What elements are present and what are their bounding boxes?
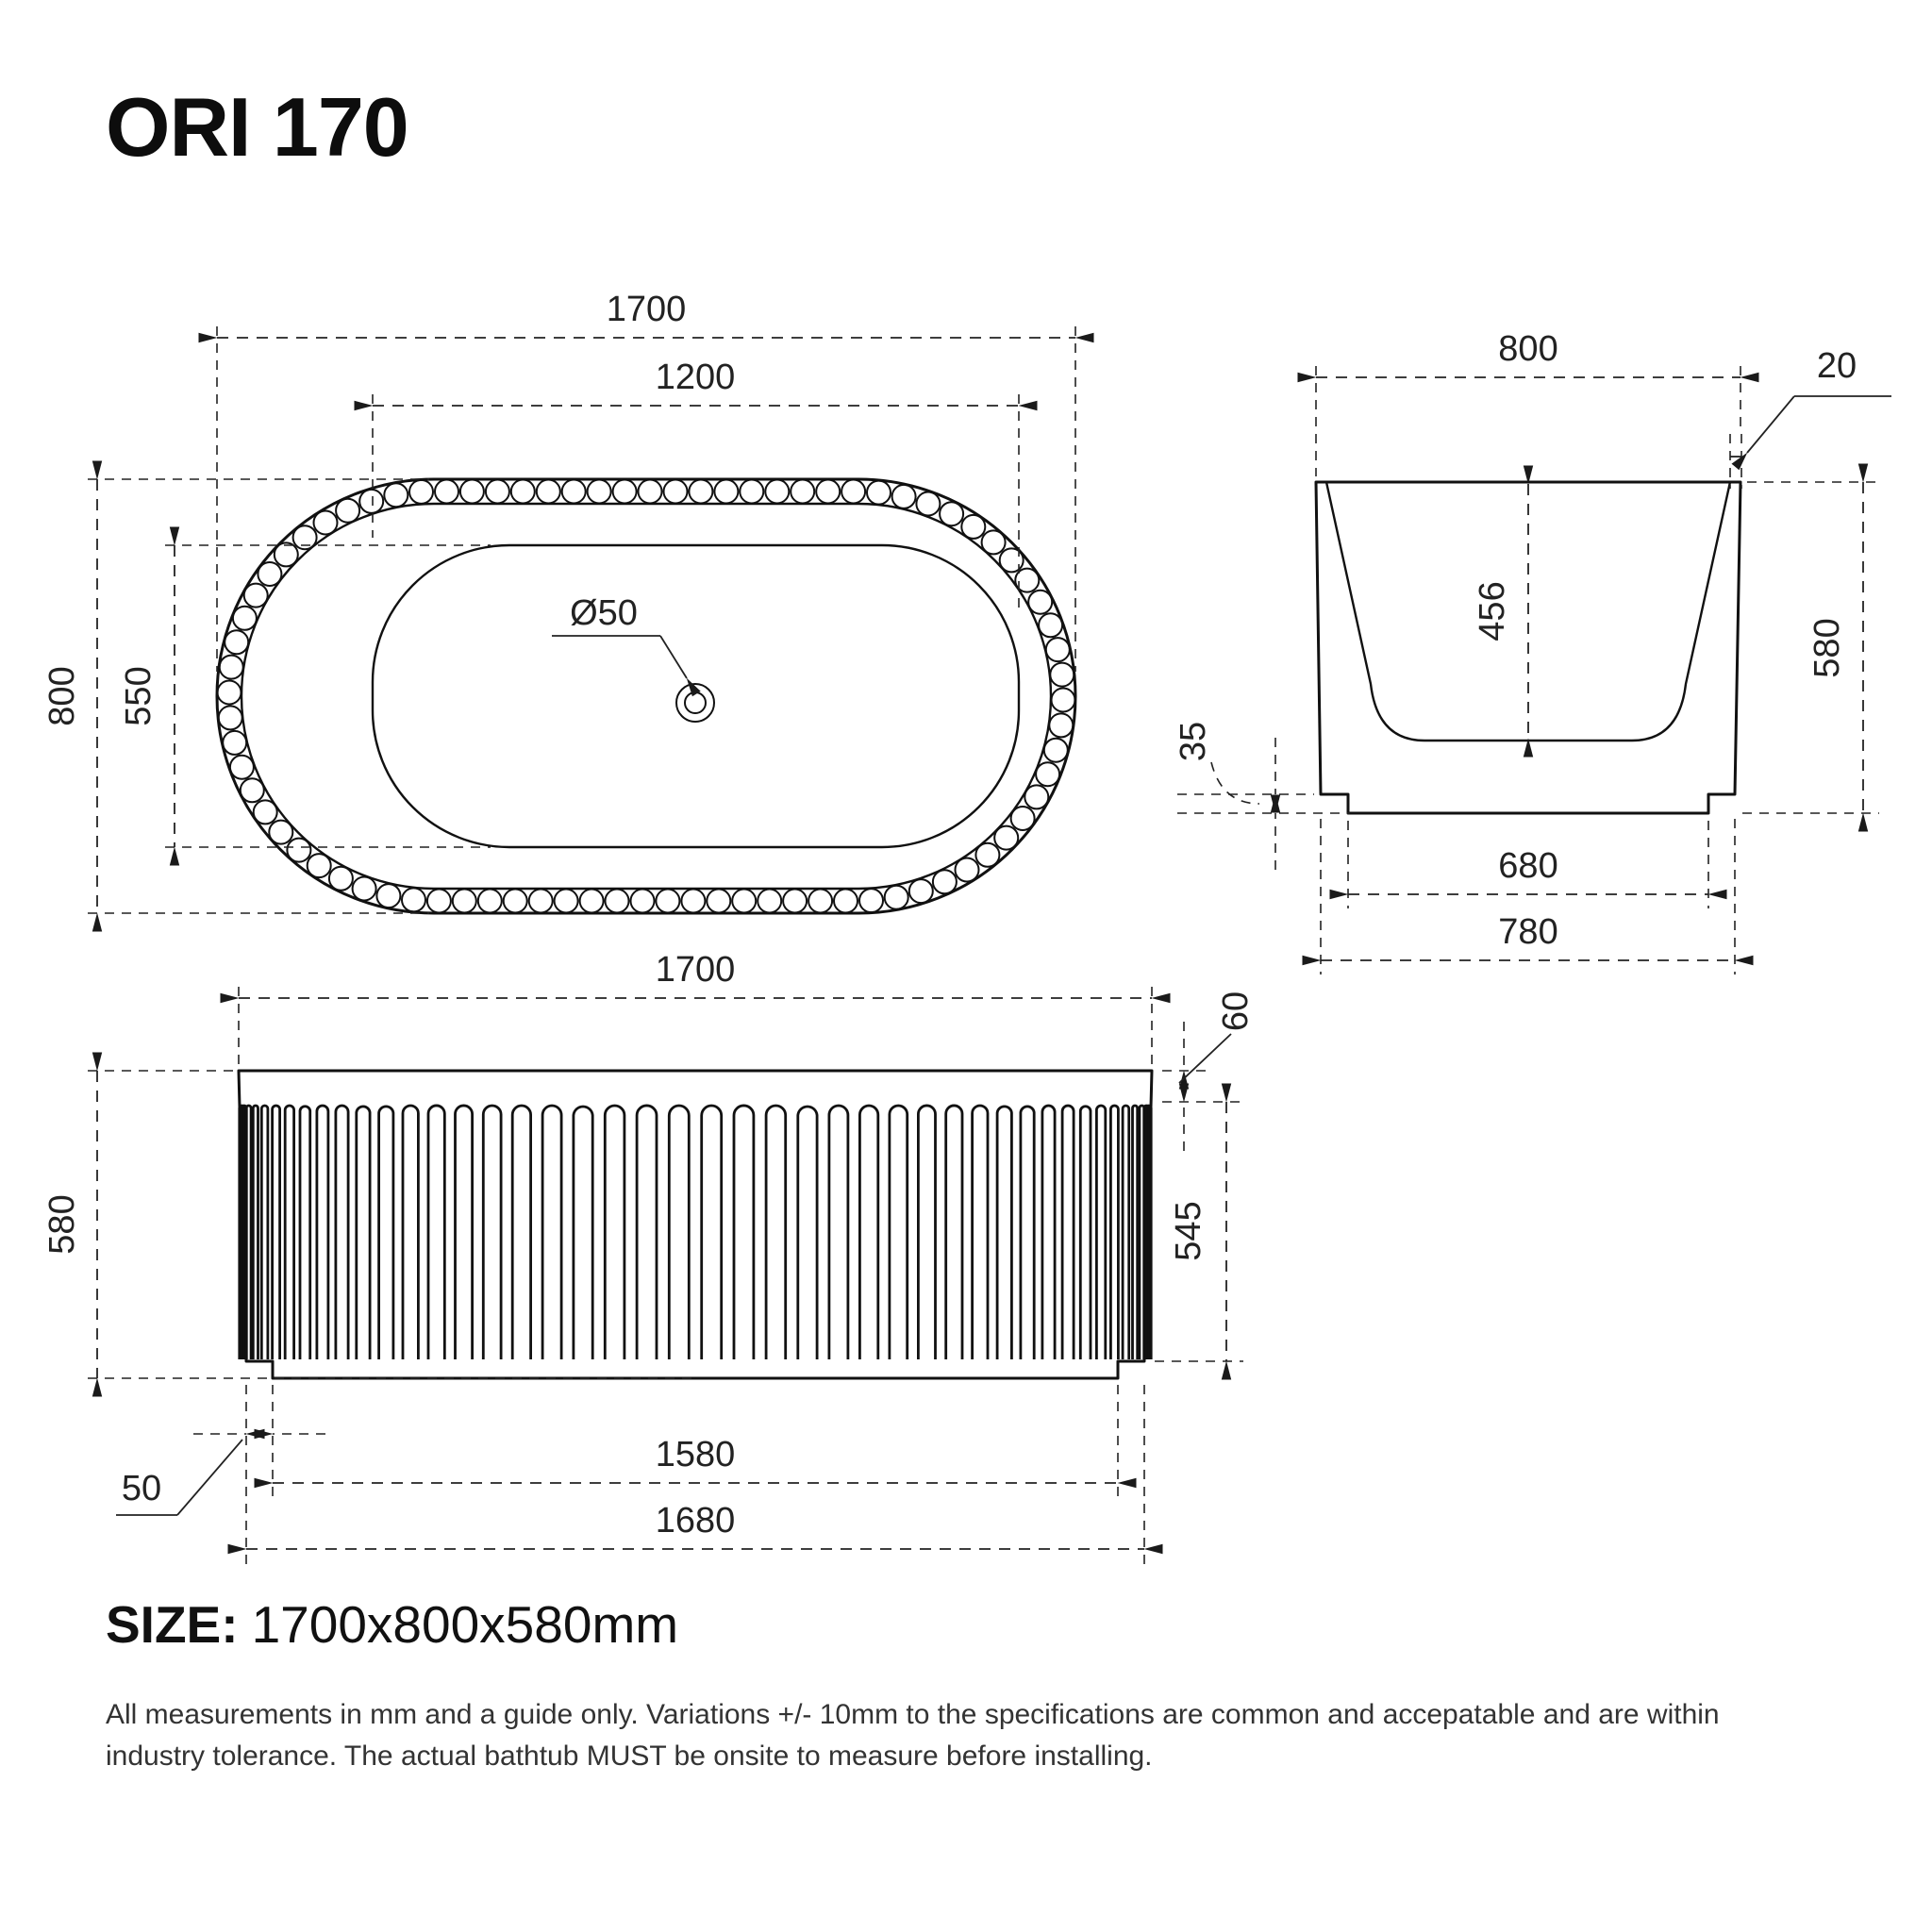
size-summary xyxy=(106,1594,678,1655)
dim-plan-basin-width: 550 xyxy=(119,666,158,726)
plan-tub-inner-rim xyxy=(242,504,1051,889)
dim-plan-overall-length: 1700 xyxy=(606,290,687,329)
dim-drain-diameter: Ø50 xyxy=(570,593,638,633)
dim-end-plinth-height: 35 xyxy=(1174,721,1213,762)
page-title: ORI 170 xyxy=(106,80,408,174)
dim-front-overall-length: 1700 xyxy=(655,950,736,990)
size-label: SIZE: xyxy=(106,1595,239,1654)
inset-leader xyxy=(177,1440,242,1515)
dim-front-plinth-inset: 50 xyxy=(121,1469,162,1508)
dim-front-lower-body-length: 1680 xyxy=(655,1501,736,1541)
dim-front-base-length: 1580 xyxy=(655,1435,736,1474)
disclaimer-line-1: All measurements in mm and a guide only. Variations +/- 10mm to the specifications are common and accepatable and are within xyxy=(106,1699,1720,1730)
drain-inner-circle xyxy=(685,692,706,713)
dim-end-inner-depth: 456 xyxy=(1473,581,1512,641)
dim-end-rim-thickness: 20 xyxy=(1816,346,1857,386)
disclaimer-note xyxy=(106,1694,1860,1777)
dim-front-flute-height: 545 xyxy=(1169,1201,1208,1261)
dim-front-overall-height: 580 xyxy=(42,1194,82,1255)
front-view xyxy=(42,950,1256,1568)
dim-end-lower-body-width: 780 xyxy=(1498,912,1558,952)
size-value: 1700x800x580mm xyxy=(251,1595,679,1654)
dim-front-rim-band-height: 60 xyxy=(1216,991,1256,1032)
plan-view xyxy=(42,290,1075,913)
drain-leader-line xyxy=(660,636,687,678)
dim-end-overall-width: 800 xyxy=(1498,329,1558,369)
dim-end-overall-height: 580 xyxy=(1807,618,1847,678)
plinth-leader xyxy=(1211,762,1259,804)
dim-plan-basin-length: 1200 xyxy=(655,358,736,397)
dim-end-base-width: 680 xyxy=(1498,846,1558,886)
flute-pattern xyxy=(240,1106,1151,1359)
disclaimer-line-2: industry tolerance. The actual bathtub MUST be onsite to measure before installing. xyxy=(106,1740,1153,1772)
plan-basin-outline xyxy=(373,545,1019,847)
dim-plan-overall-width: 800 xyxy=(42,666,82,726)
rim-thickness-leader xyxy=(1747,396,1794,453)
front-view-outline xyxy=(239,1071,1152,1378)
drain-outer-circle xyxy=(676,684,714,722)
band-leader xyxy=(1179,1034,1231,1083)
end-view xyxy=(1174,329,1891,974)
